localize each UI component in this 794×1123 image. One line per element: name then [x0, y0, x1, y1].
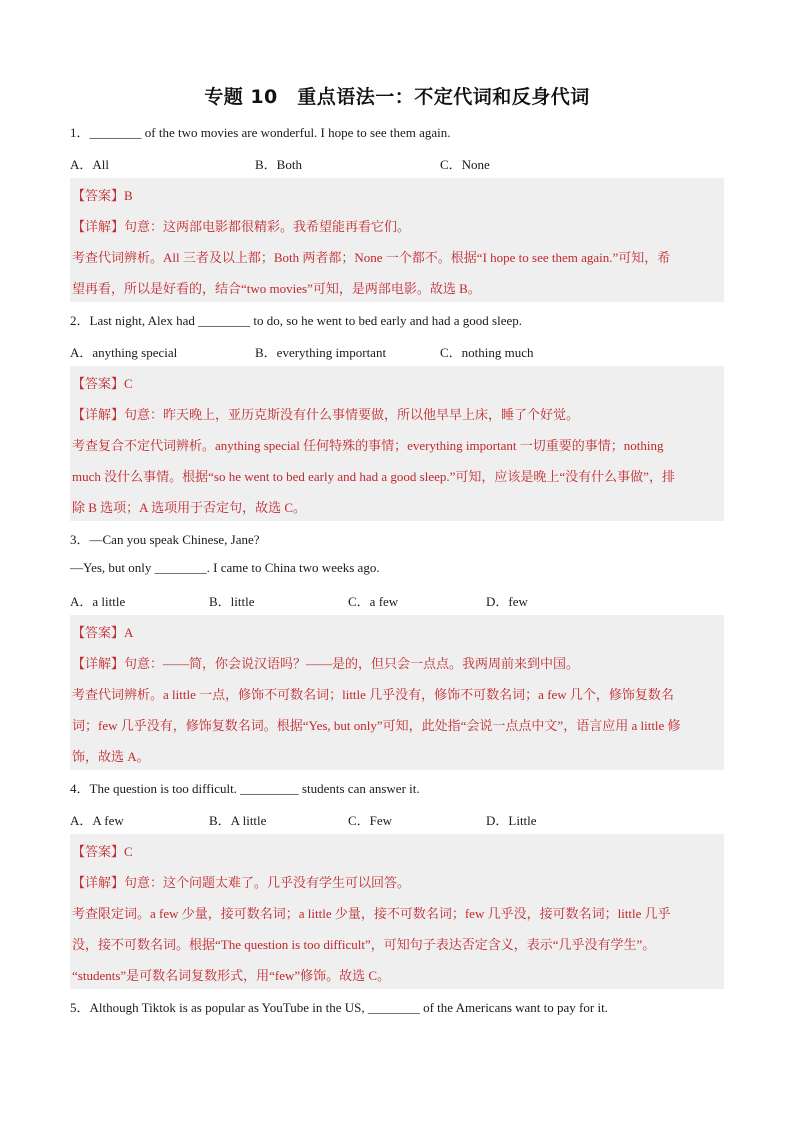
- option-a: A．anything special: [70, 345, 178, 360]
- detail-line: 考查复合不定代词辨析。anything special 任何特殊的事情；everything important 一切重要的事情；nothing: [72, 438, 664, 453]
- option-b: B．A little: [209, 813, 267, 828]
- answer-line: 【答案】B: [72, 188, 133, 203]
- option-d: D．Little: [486, 813, 537, 828]
- detail-line: 【详解】句意：昨天晚上，亚历克斯没有什么事情要做，所以他早早上床，睡了个好觉。: [72, 407, 580, 422]
- detail-line: 饰，故选 A。: [72, 749, 150, 764]
- option-b: B．everything important: [255, 345, 387, 360]
- detail-line: much 没什么事情。根据“so he went to bed early and had a good sleep.”可知，应该是晚上“没有什么事做”，排: [72, 469, 675, 484]
- option-c: C．None: [440, 157, 490, 172]
- detail-line: 【详解】句意：——简，你会说汉语吗？——是的，但只会一点点。我两周前来到中国。: [72, 656, 580, 671]
- detail-line: 考查代词辨析。All 三者及以上都；Both 两者都；None 一个都不。根据“I hope to see them again.”可知，希: [72, 250, 671, 265]
- question-3-stem: 3．—Can you speak Chinese, Jane?: [70, 532, 260, 547]
- question-5-stem: 5．Although Tiktok is as popular as YouTube in the US, ________ of the Americans want to pay for it.: [70, 1000, 608, 1015]
- answer-line: 【答案】C: [72, 376, 133, 391]
- detail-line: 望再看，所以是好看的，结合“two movies”可知，是两部电影。故选 B。: [72, 281, 481, 296]
- question-4-stem: 4．The question is too difficult. _________ students can answer it.: [70, 781, 420, 796]
- option-b: B．Both: [255, 157, 302, 172]
- question-1-stem: 1．________ of the two movies are wonderful. I hope to see them again.: [70, 125, 451, 140]
- question-2-stem: 2．Last night, Alex had ________ to do, so he went to bed early and had a good sleep.: [70, 313, 523, 328]
- detail-line: 没，接不可数名词。根据“The question is too difficult”，可知句子表达否定含义，表示“几乎没有学生”。: [72, 937, 656, 952]
- option-a: A．a little: [70, 594, 126, 609]
- option-b: B．little: [209, 594, 255, 609]
- page-title: 专题 10 重点语法一：不定代词和反身代词: [204, 86, 590, 108]
- option-a: A．A few: [70, 813, 124, 828]
- detail-line: 考查代词辨析。a little 一点，修饰不可数名词；little 几乎没有，修饰不可数名词；a few 几个，修饰复数名: [72, 687, 674, 702]
- detail-line: 考查限定词。a few 少量，接可数名词；a little 少量，接不可数名词；few 几乎没，接可数名词；little 几乎: [72, 906, 671, 921]
- detail-line: “students”是可数名词复数形式，用“few”修饰。故选 C。: [72, 968, 391, 983]
- option-d: D．few: [486, 594, 528, 609]
- option-c: C．Few: [348, 813, 393, 828]
- answer-line: 【答案】C: [72, 844, 133, 859]
- detail-line: 【详解】句意：这两部电影都很精彩。我希望能再看它们。: [72, 219, 411, 234]
- option-c: C．a few: [348, 594, 399, 609]
- option-a: A．All: [70, 157, 110, 172]
- detail-line: 除 B 选项；A 选项用于否定句，故选 C。: [72, 500, 307, 515]
- detail-line: 【详解】句意：这个问题太难了。几乎没有学生可以回答。: [72, 875, 411, 890]
- detail-line: 词；few 几乎没有，修饰复数名词。根据“Yes, but only”可知，此处指“会说一点点中文”，语言应用 a little 修: [72, 718, 681, 733]
- question-3-stem-reply: —Yes, but only ________. I came to China two weeks ago.: [70, 560, 380, 575]
- option-c: C．nothing much: [440, 345, 534, 360]
- answer-line: 【答案】A: [72, 625, 134, 640]
